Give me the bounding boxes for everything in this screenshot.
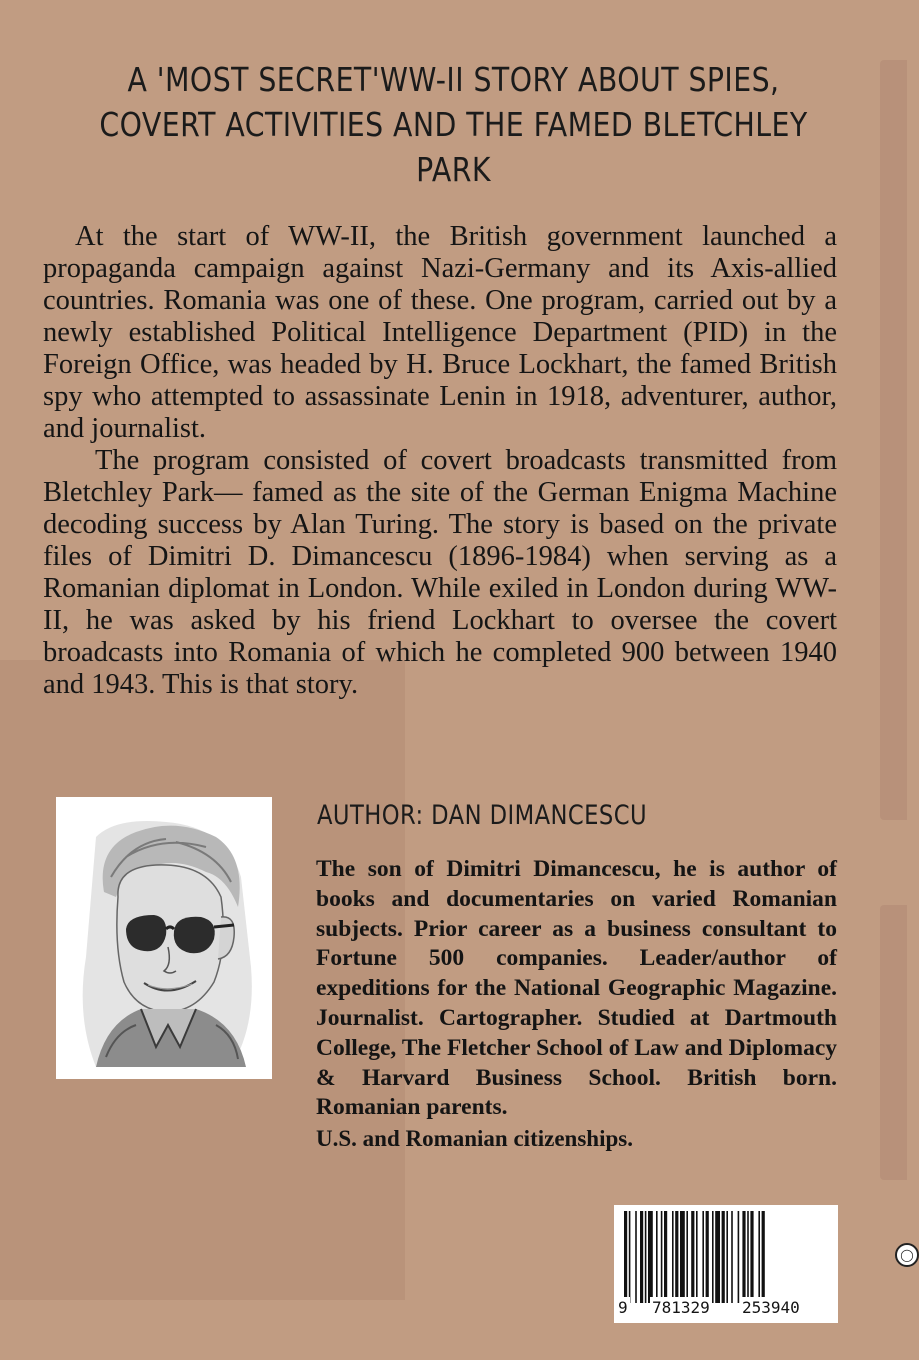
barcode-bar — [758, 1211, 760, 1303]
barcode-bar — [722, 1211, 725, 1303]
barcode-bar — [624, 1211, 627, 1303]
barcode-bar — [702, 1211, 704, 1303]
barcode-bar — [664, 1211, 667, 1303]
barcode-bar — [640, 1211, 643, 1303]
isbn-group-3: 253940 — [742, 1298, 800, 1317]
barcode-bar — [635, 1211, 637, 1303]
author-bio: The son of Dimitri Dimancescu, he is author of books and documentaries on varied Romanian subjects. Prior career as a business consultant to Fortune 500 companies. Leader/author of expeditions for the National Geographic Magazine. Journalist. Cartographer. Studied at Dartmouth College, The Fletcher School of Law and Diplomacy & Harvard Business School. British born. Romanian parents. — [316, 856, 837, 1121]
barcode-bar — [706, 1211, 709, 1303]
barcode-bar — [762, 1211, 765, 1303]
barcode-bar — [715, 1211, 720, 1303]
headline-line-1: A 'MOST SECRET'WW-II STORY ABOUT SPIES, — [127, 60, 780, 99]
circle-badge-icon: ◯ — [895, 1243, 919, 1267]
background-panel-right-upper — [880, 60, 907, 820]
isbn-digits — [614, 1297, 838, 1319]
isbn-barcode — [614, 1205, 838, 1323]
cover-headline — [89, 57, 817, 192]
book-description — [43, 221, 837, 701]
barcode-bar — [629, 1211, 631, 1303]
background-panel-right-lower — [880, 905, 907, 1180]
barcode-bar — [661, 1211, 663, 1303]
barcode-bar — [747, 1211, 749, 1303]
barcode-bar — [726, 1211, 728, 1303]
barcode-bar — [691, 1211, 694, 1303]
barcode-bar — [672, 1211, 674, 1303]
barcode-bar — [648, 1211, 653, 1303]
barcode-bar — [675, 1211, 678, 1303]
headline-line-2: COVERT ACTIVITIES AND THE FAMED BLETCHLEY — [99, 105, 808, 144]
barcode-bar — [645, 1211, 647, 1303]
barcode-bar — [680, 1211, 685, 1303]
barcode-bar — [738, 1211, 740, 1303]
author-heading: AUTHOR: DAN DIMANCESCU — [317, 800, 647, 831]
barcode-bar — [656, 1211, 658, 1303]
barcode-bar — [686, 1211, 688, 1303]
headline-line-3: PARK — [416, 150, 491, 189]
barcode-bar — [742, 1211, 745, 1303]
description-paragraph-2: The program consisted of covert broadcasts transmitted from Bletchley Park— famed as the site of the German Enigma Machine decoding success by Alan Turing. The story is based on the private files of Dimitri D. Dimancescu (1896-1984) when serving as a Romanian diplomat in London. While exiled in London during WW-II, he was asked by his friend Lockhart to oversee the covert broadcasts into Romania of which he completed 900 between 1940 and 1943. This is that story. — [43, 445, 837, 700]
description-paragraph-1: At the start of WW-II, the British government launched a propaganda campaign against Nazi-Germany and its Axis-allied countries. Romania was one of these. One program, carried out by a newly established Political Intelligence Department (PID) in the Foreign Office, was headed by H. Bruce Lockhart, the famed British spy who attempted to assassinate Lenin in 1918, adventurer, author, and journalist. — [43, 221, 837, 444]
barcode-bar — [712, 1211, 714, 1303]
barcode-bar — [696, 1211, 698, 1303]
barcode-bar — [731, 1211, 733, 1303]
author-portrait-sketch-icon — [56, 797, 272, 1079]
barcode-bar — [750, 1211, 753, 1303]
isbn-group-1: 9 — [618, 1298, 628, 1317]
isbn-group-2: 781329 — [652, 1298, 710, 1317]
author-citizenship: U.S. and Romanian citizenships. — [316, 1126, 633, 1151]
